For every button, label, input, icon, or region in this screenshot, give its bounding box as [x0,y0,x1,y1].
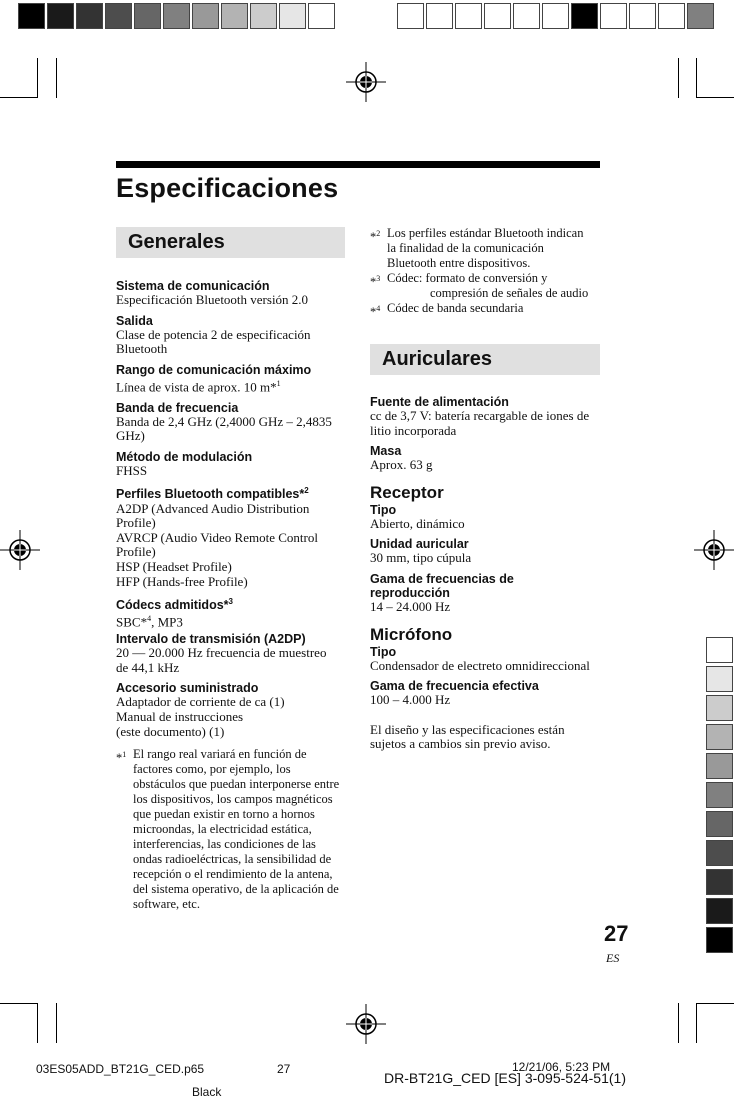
color-swatch [706,666,733,692]
footnote-line: El rango real variará en función de [133,747,307,762]
footnote-line: Códec: formato de conversión y [387,271,548,285]
color-swatch [706,898,733,924]
footnote-line: software, etc. [133,897,200,912]
registration-mark-right-icon [694,530,734,570]
left-column [116,279,348,912]
footer-model: DR-BT21G_CED [ES] 3-095-524-51(1) [384,1070,626,1086]
spec-value: Especificación Bluetooth versión 2.0 [116,292,309,307]
spec-item [116,279,348,308]
footnote-text [387,226,583,271]
footnote-line: que puedan existir en torno a hornos [133,807,315,822]
footnote-text [387,271,588,301]
spec-item [116,401,348,444]
color-swatch [706,869,733,895]
section-generales: Generales [116,227,345,258]
spec-heading: Perfiles Bluetooth compatibles*$^2$ [116,486,309,502]
color-swatch [706,811,733,837]
footnote-text [387,301,523,320]
spec-item [116,681,348,739]
footnote-4 [370,301,602,320]
spec-value: Clase de potencia 2 de especificación [116,326,311,342]
spec-value: Profile) [116,515,156,531]
spec-value: 30 mm, tipo cúpula [370,550,472,566]
color-swatch [397,3,424,29]
color-swatch [600,3,627,29]
spec-heading: Fuente de alimentación [370,395,509,409]
spec-value: 14 – 24.000 Hz [370,598,451,614]
footnote-mark: *$^3$ [370,274,381,290]
color-swatch [542,3,569,29]
spec-item [370,679,605,708]
spec-value: (este documento) (1) [116,723,225,739]
footnote-1 [116,747,348,912]
spec-heading: Gama de frecuencia efectiva [370,679,539,694]
color-swatch [455,3,482,29]
spec-value: Abierto, dinámico [370,515,465,531]
registration-mark-top-icon [346,62,386,102]
footnote-line: compresión de señales de audio [430,286,589,300]
footnote-line: obstáculos que puedan interponerse entre [133,777,340,792]
color-swatch [706,753,733,779]
spec-value: de 44,1 kHz [116,659,180,675]
color-swatch [706,782,733,808]
color-swatch [105,3,132,29]
color-swatch [706,637,733,663]
color-swatch [192,3,219,29]
spec-value: litio incorporada [370,422,457,438]
color-swatch [658,3,685,29]
spec-value: Bluetooth [116,341,168,357]
spec-item [370,444,605,473]
spec-value: AVRCP (Audio Video Remote Control [116,529,318,545]
color-swatch [706,927,733,953]
spec-heading: Intervalo de transmisión (A2DP) [116,632,306,647]
spec-value: A2DP (Advanced Audio Distribution [116,500,310,516]
spec-value: FHSS [116,462,148,478]
footnote-line: la finalidad de la comunicación [387,241,544,255]
spec-value: SBC*$^4$, MP3 [116,614,183,630]
color-swatch [134,3,161,29]
color-swatch [484,3,511,29]
spec-item [116,450,348,479]
spec-item [116,484,348,589]
spec-heading: Masa [370,444,402,459]
footnote-mark: *$^4$ [370,304,381,320]
section-auriculares: Auriculares [370,344,600,375]
color-swatch [18,3,45,29]
color-swatch [47,3,74,29]
footnote-mark: *$^2$ [370,229,381,245]
color-swatch [706,724,733,750]
color-swatch [426,3,453,29]
spec-item [116,632,348,675]
page-language: ES [606,951,620,965]
footer-page: 27 [277,1062,291,1076]
color-swatch [76,3,103,29]
footer-filename: 03ES05ADD_BT21G_CED.p65 [36,1062,205,1076]
footnote-2 [370,226,602,271]
spec-value: Línea de vista de aprox. 10 m*$^1$ [116,378,281,395]
right-column [370,395,605,752]
notice-line: sujetos a cambios sin previo aviso. [370,736,551,752]
right-footnotes [370,226,602,320]
spec-value: Manual de instrucciones [116,709,244,725]
color-swatch [163,3,190,29]
spec-item [370,572,605,615]
spec-value: 20 — 20.000 Hz frecuencia de muestreo [116,645,327,661]
footnote-line: interferencias, las condiciones de las [133,837,316,852]
notice-line: El diseño y las especificaciones están [370,721,565,737]
registration-mark-bottom-icon [346,1004,386,1044]
footer-date: 12/21/06, 5:23 PM [512,1060,611,1074]
color-swatch [687,3,714,29]
spec-item [370,395,605,438]
spec-item [116,595,348,630]
footnote-mark: *$^1$ [116,750,127,766]
receptor-title: Receptor [370,482,444,502]
spec-heading: Gama de frecuencias de reproducción [370,571,514,600]
color-swatch [706,695,733,721]
color-swatch [571,3,598,29]
spec-heading: Rango de comunicación máximo [116,362,312,377]
footnote-line: del sistema operativo, de la aplicación de [133,882,339,897]
footnote-line: Los perfiles estándar Bluetooth indican [387,226,584,240]
spec-heading: Accesorio suministrado [116,681,259,696]
spec-heading: Banda de frecuencia [116,400,239,415]
spec-heading: Códecs admitidos*$^3$ [116,597,233,613]
footnote-line: factores como, por ejemplo, los [133,762,291,777]
footnote-line: recepción o el rendimiento de la antena, [133,867,333,882]
spec-heading: Tipo [370,502,397,517]
color-swatch [706,840,733,866]
spec-item [116,314,348,357]
spec-item [370,503,605,532]
spec-item [116,363,348,395]
color-swatch [221,3,248,29]
spec-value: GHz) [116,428,145,444]
spec-value: Banda de 2,4 GHz (2,4000 GHz – 2,4835 [116,413,332,429]
spec-item [370,537,605,566]
spec-heading: Salida [116,313,153,328]
footer-color: Black [192,1085,222,1099]
footnote-line: Códec de banda secundaria [387,301,524,315]
spec-value: cc de 3,7 V: batería recargable de iones de [370,408,590,423]
notice [370,723,605,752]
microfono-title: Micrófono [370,624,453,644]
footnote-line: ondas radioeléctricas, la sensibilidad de [133,852,332,867]
color-swatch [513,3,540,29]
footnote-line: los dispositivos, los campos magnéticos [133,792,333,807]
spec-heading: Tipo [370,644,397,659]
title-rule [116,161,600,168]
spec-heading: Sistema de comunicación [116,279,270,293]
color-swatch [250,3,277,29]
spec-value: HFP (Hands-free Profile) [116,573,248,589]
page-title: Especificaciones [116,173,339,203]
spec-value: Profile) [116,544,156,560]
color-swatch [308,3,335,29]
color-swatch [279,3,306,29]
footnote-text [133,747,339,912]
registration-mark-left-icon [0,530,40,570]
color-swatch [629,3,656,29]
spec-value: HSP (Headset Profile) [116,559,232,575]
footnote-line: microondas, la electricidad estática, [133,822,312,837]
page-number: 27 [604,921,629,946]
footnote-3 [370,271,602,301]
spec-value: Condensador de electreto omnidireccional [370,657,590,673]
spec-heading: Método de modulación [116,449,253,464]
spec-value: 100 – 4.000 Hz [370,692,451,708]
footnote-line: Bluetooth entre dispositivos. [387,256,531,270]
spec-value: Aprox. 63 g [370,457,433,473]
spec-value: Adaptador de corriente de ca (1) [116,694,285,710]
spec-item [370,645,605,674]
spec-heading: Unidad auricular [370,537,469,552]
